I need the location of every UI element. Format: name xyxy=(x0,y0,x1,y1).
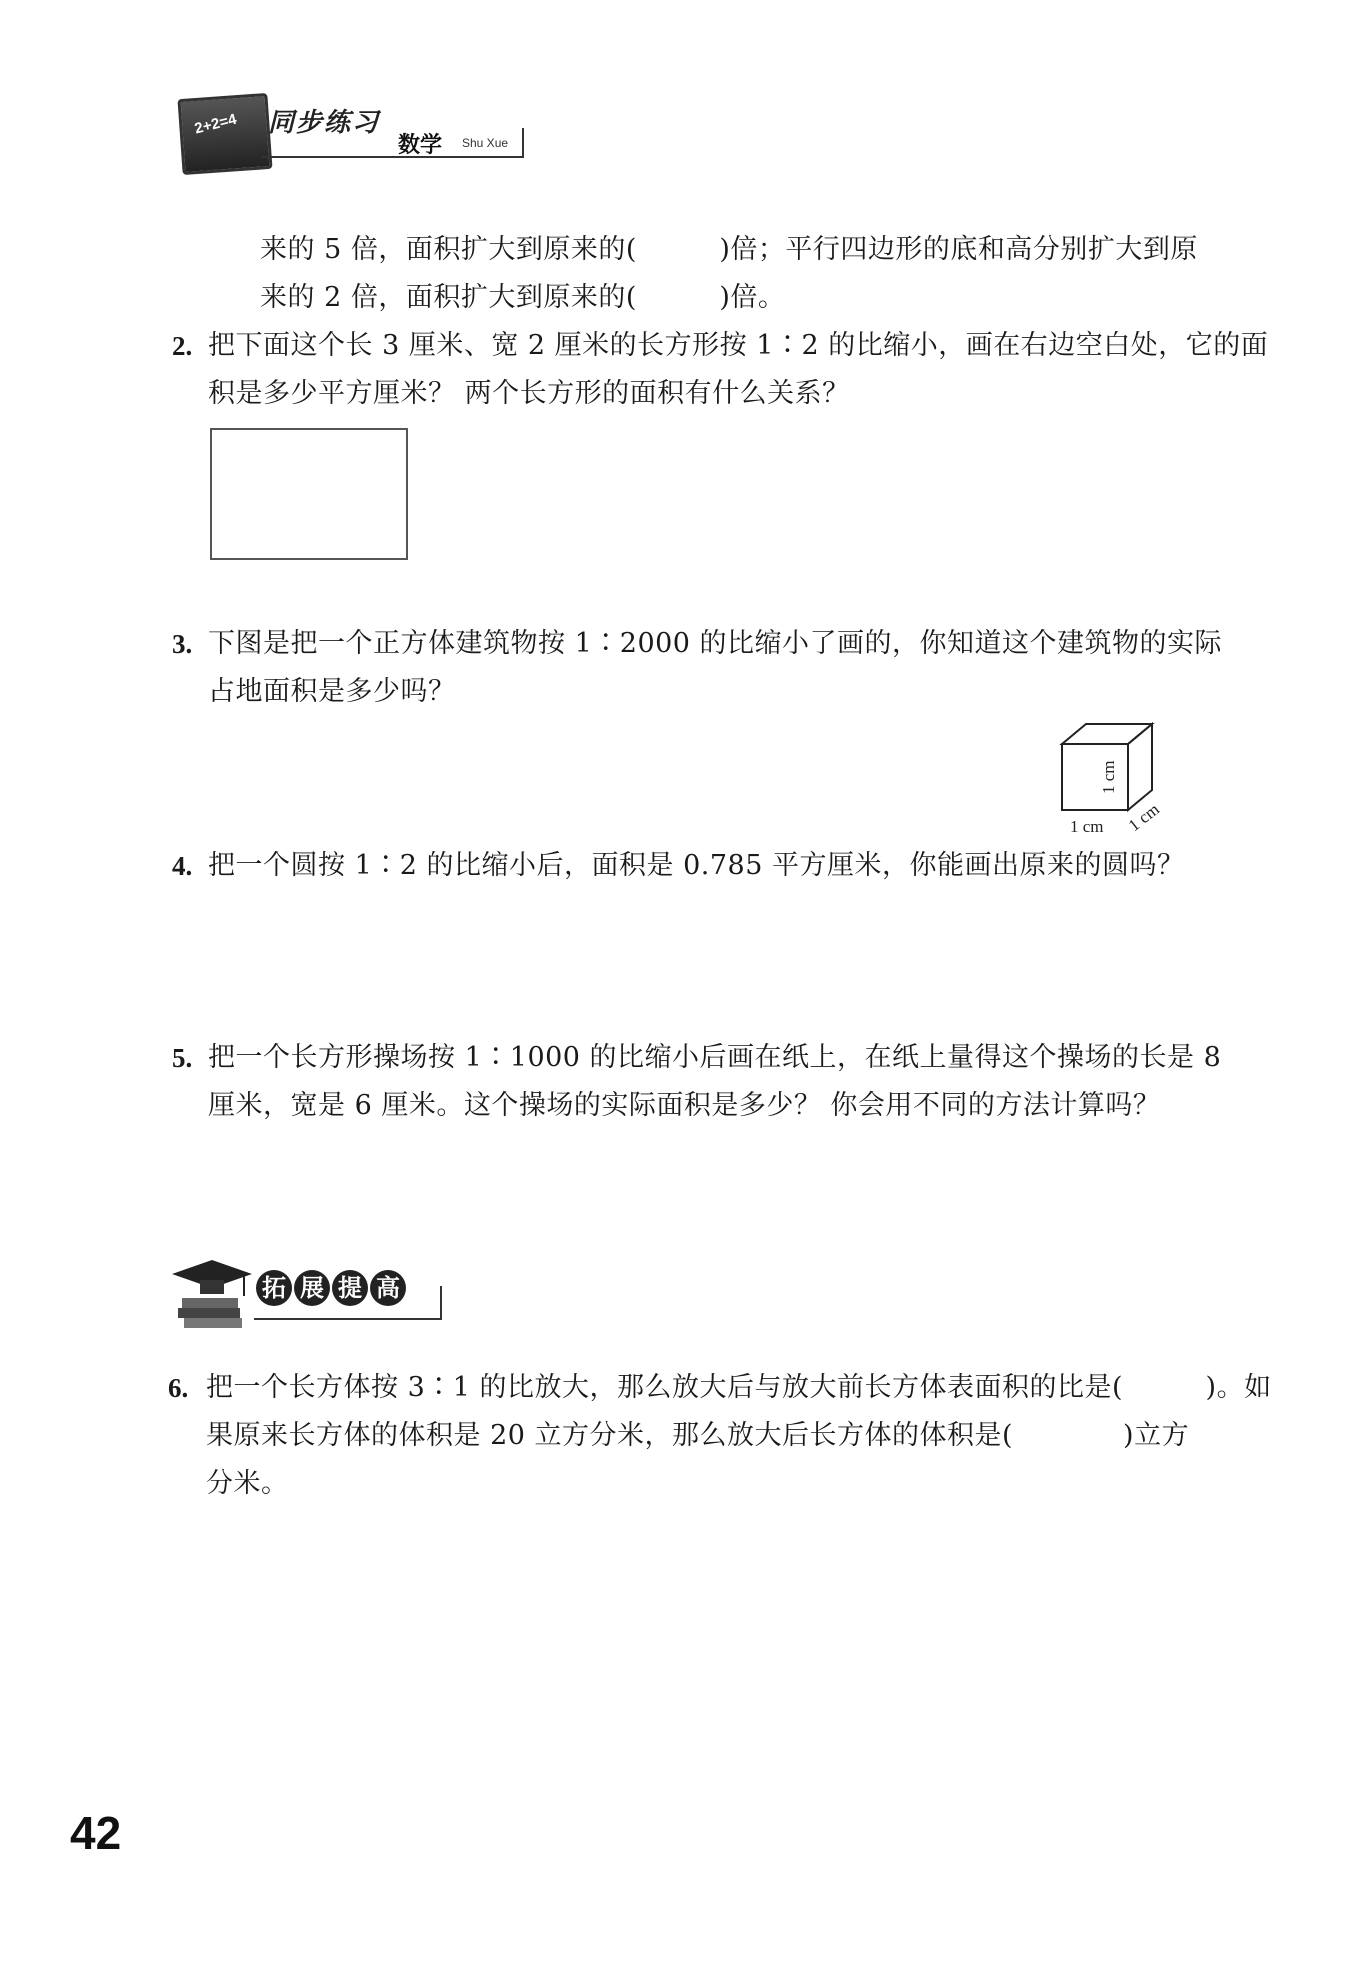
q1-line-1: 来的 5 倍，面积扩大到原来的( )倍；平行四边形的底和高分别扩大到原 xyxy=(260,234,1198,265)
q2-line-1: 把下面这个长 3 厘米、宽 2 厘米的长方形按 1∶2 的比缩小，画在右边空白处，它的面 xyxy=(208,330,1269,361)
board-text: 2+2=4 xyxy=(192,110,239,138)
cube-height-label: 1 cm xyxy=(1099,760,1118,794)
q1-line-2: 来的 2 倍，面积扩大到原来的( )倍。 xyxy=(260,282,786,313)
cube-width-label: 1 cm xyxy=(1070,817,1104,836)
q6-number: 6. xyxy=(168,1373,189,1403)
q6-line-3: 分米。 xyxy=(206,1468,289,1499)
q4-line-1: 把一个圆按 1∶2 的比缩小后，面积是 0.785 平方厘米，你能画出原来的圆吗？ xyxy=(208,850,1185,881)
section-char-2: 展 xyxy=(294,1270,330,1306)
q3-line-2: 占地面积是多少吗？ xyxy=(208,676,456,707)
q3-number: 3. xyxy=(172,629,193,659)
section-char-1: 拓 xyxy=(256,1270,292,1306)
section-rule xyxy=(254,1318,442,1320)
header-subject: 数学 xyxy=(398,132,443,157)
page-number: 42 xyxy=(70,1807,122,1859)
header-rule xyxy=(262,156,524,158)
header-title: 同步练习 xyxy=(268,107,381,137)
cube-figure xyxy=(1050,716,1180,840)
q3-line-1: 下图是把一个正方体建筑物按 1∶2000 的比缩小了画的，你知道这个建筑物的实际 xyxy=(208,628,1223,659)
q5-number: 5. xyxy=(172,1043,193,1073)
header-rule-end xyxy=(522,128,524,158)
section-char-4: 高 xyxy=(370,1270,406,1306)
q6-line-2: 果原来长方体的体积是 20 立方分米，那么放大后长方体的体积是( )立方 xyxy=(206,1420,1190,1451)
section-banner xyxy=(168,1248,448,1334)
header-pinyin: Shu Xue xyxy=(462,136,509,150)
q5-line-2: 厘米，宽是 6 厘米。这个操场的实际面积是多少？ 你会用不同的方法计算吗？ xyxy=(208,1090,1161,1121)
q5-line-1: 把一个长方形操场按 1∶1000 的比缩小后画在纸上，在纸上量得这个操场的长是 8 xyxy=(208,1042,1222,1073)
section-char-3: 提 xyxy=(332,1270,368,1306)
q4-number: 4. xyxy=(172,851,193,881)
cube-depth-label: 1 cm xyxy=(1124,799,1163,836)
header-logo xyxy=(170,92,530,170)
q6-line-1: 把一个长方体按 3∶1 的比放大，那么放大后与放大前长方体表面积的比是( )。如 xyxy=(206,1372,1272,1403)
rectangle-figure xyxy=(210,428,408,560)
q2-number: 2. xyxy=(172,331,193,361)
graduation-cap-icon xyxy=(168,1248,258,1334)
section-title xyxy=(256,1270,408,1306)
chalkboard-icon xyxy=(177,93,272,175)
cube-side-face xyxy=(1128,724,1152,810)
cube-front-face xyxy=(1062,744,1128,810)
q2-line-2: 积是多少平方厘米？ 两个长方形的面积有什么关系？ xyxy=(208,378,850,409)
section-rule-end xyxy=(440,1286,442,1320)
